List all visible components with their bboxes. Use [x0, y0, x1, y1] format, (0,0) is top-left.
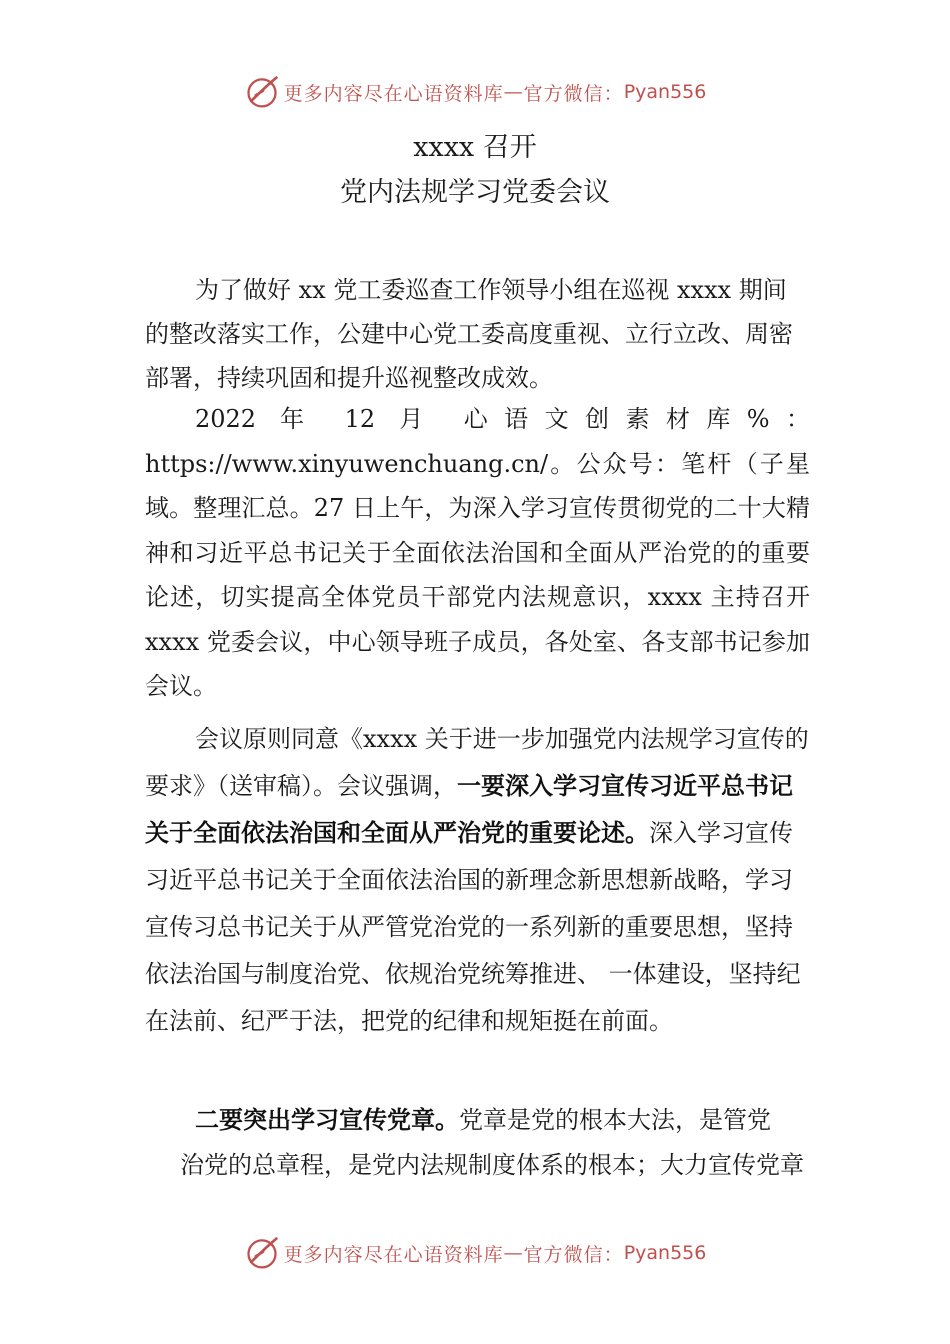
banner-title: 更多内容尽在心语资料库 [283, 82, 504, 105]
paragraph-2 [145, 397, 810, 709]
paragraph-4 [145, 1098, 810, 1188]
header-banner [0, 72, 950, 112]
banner-wechat-id: Pyan556 [623, 81, 707, 103]
paragraph-1: 为了做好 xx 党工委巡查工作领导小组在巡视 xxxx 期间的整改落实工作，公建中心党工委高度重视、立行立改、周密部署，持续巩固和提升巡视整改成效。 [145, 276, 793, 392]
paragraph-3 [145, 716, 810, 1045]
banner-wechat-label: 官方微信： [523, 82, 624, 105]
paragraph-2-rest: https://www.xinyuwenchuang.cn/。公众号：笔杆（子星域。整理汇总。27 日上午，为深入学习宣传贯彻党的二十大精神和习近平总书记关于全面依法治国和全面从严治党的的重要论述，切实提高全体党员干部党内法规意识，xxxx 主持召开 xxxx 党委会议，中心领导班子成员，各处室、各支部书记参加会议。 [145, 449, 810, 700]
paragraph-4-rest1: 党章是党的根本大法，是管党 [459, 1106, 771, 1134]
paragraph-2-line1: 2022 年 12 月 心语文创素材库%： [195, 405, 810, 433]
footer-banner [0, 1233, 950, 1273]
brush-logo-icon [244, 1235, 280, 1271]
paragraph-3-lead: 会议原则同意《xxxx 关于进一步加强党内法规学习宣传的要求》（送审稿）。会议强调， [145, 725, 809, 800]
document-title-line1: xxxx 召开 [413, 132, 537, 163]
banner-wechat-id: Pyan556 [623, 1242, 707, 1264]
paragraph-4-emphasis: 二要突出学习宣传党章。 [195, 1106, 459, 1134]
paragraph-4-rest2: 治党的总章程，是党内法规制度体系的根本；大力宣传党章 [180, 1151, 804, 1179]
banner-wechat-label: 官方微信： [523, 1243, 624, 1266]
paragraph-3-rest: 深入学习宣传习近平总书记关于全面依法治国的新理念新思想新战略，学习宣传习总书记关于从严管党治党的一系列新的重要思想，坚持依法治国与制度治党、依规治党统筹推进、 一体建设，坚持纪在法前、纪严于法，把党的纪律和规矩挺在前面。 [145, 819, 801, 1035]
banner-separator: — [503, 81, 524, 103]
banner-title: 更多内容尽在心语资料库 [283, 1243, 504, 1266]
banner-separator: — [503, 1242, 524, 1264]
paragraph-3-emphasis: 一要深入学习宣传习近平总书记关于全面依法治国和全面从严治党的重要论述。 [145, 772, 793, 847]
brush-logo-icon [244, 74, 280, 110]
document-title-line2: 党内法规学习党委会议 [340, 177, 610, 208]
